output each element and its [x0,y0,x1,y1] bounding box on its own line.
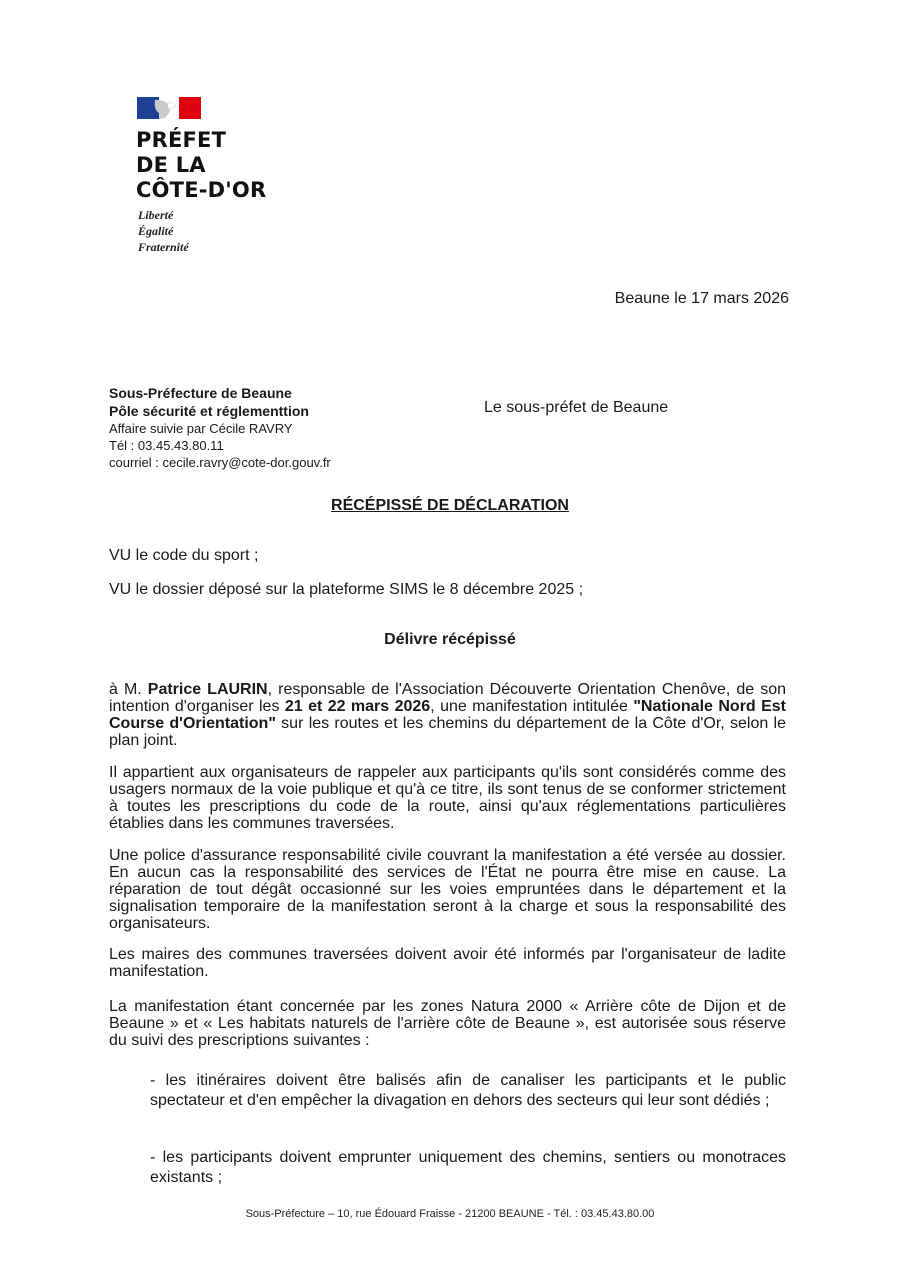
prescription-item: - les itinéraires doivent être balisés afin de canaliser les participants et le public spectateur et d'en empêcher la divagation en dehors des secteurs qui leur sont dédiés ; [150,1072,786,1109]
page-footer: Sous-Préfecture – 10, rue Édouard Fraisse - 21200 BEAUNE - Tél. : 03.45.43.80.00 [245,1208,655,1220]
paragraph-text: , une manifestation intitulée [430,698,634,715]
marianne-tricolor-emblem-icon [137,97,201,119]
sender-block [109,384,331,471]
body-paragraph: Il appartient aux organisateurs de rappeler aux participants qu'ils sont considérés comme des usagers normaux de la voie publique et qu'à ce titre, ils sont tenus de se conformer strictement à toutes les prescriptions du code de la route, ainsi qu'aux réglementations particulières établies dans les communes traversées. [109,764,786,832]
recipient-name: Patrice LAURIN [147,681,268,698]
prefecture-title-line: DE LA [136,153,206,177]
sender-service: Pôle sécurité et réglementtion [109,403,309,419]
letter-author: Le sous-préfet de Beaune [484,399,669,416]
sender-followed-by: Affaire suivie par Cécile RAVRY [109,421,293,436]
event-name: "Nationale Nord Est Course d'Orientation" [109,698,787,732]
prefecture-title-line: CÔTE-D'OR [136,178,267,202]
event-dates: 21 et 22 mars 2026 [284,698,431,715]
recipient-paragraph [109,681,786,749]
body-paragraph: Les maires des communes traversées doivent avoir été informés par l'organisateur de ladite manifestation. [109,946,786,980]
prescription-item: - les participants doivent emprunter uniquement des chemins, sentiers ou monotraces existants ; [150,1149,786,1186]
recipient-prefix: à M. [109,681,148,698]
paragraph-text: , responsable de l'Association Découverte Orientation Chenôve, de son intention d'organiser les [109,681,787,715]
body-paragraph: Une police d'assurance responsabilité civile couvrant la manifestation a été versée au dossier. En aucun cas la responsabilité des services de l'État ne pourra être mise en cause. La réparation de tout dégât occasionné sur les voies empruntées dans le département et la signalisation temporaire de la manifestation seront à la charge et sous la responsabilité des organisateurs. [109,847,786,932]
paragraph-text: sur les routes et les chemins du département de la Côte d'Or, selon le plan joint. [109,715,786,749]
sender-email: courriel : cecile.ravry@cote-dor.gouv.fr [109,455,331,470]
motto-line: Égalité [138,224,174,238]
sender-office: Sous-Préfecture de Beaune [109,385,292,401]
sender-phone: Tél : 03.45.43.80.11 [109,438,224,453]
body-paragraph: La manifestation étant concernée par les zones Natura 2000 « Arrière côte de Dijon et de Beaune » et « Les habitats naturels de l'arrière côte de Beaune », est autorisée sous réserve du suivi des prescriptions suivantes : [109,998,786,1049]
decision-heading: Délivre récépissé [384,631,516,648]
motto-line: Liberté [138,208,174,222]
prefecture-title [136,128,266,203]
vu-clause: VU le code du sport ; [109,547,259,564]
prefecture-title-line: PRÉFET [136,128,227,152]
letter-date: Beaune le 17 mars 2026 [614,290,789,307]
motto-line: Fraternité [138,240,189,254]
document-title: RÉCÉPISSÉ DE DÉCLARATION [331,497,569,514]
republic-motto [138,207,189,255]
vu-clause: VU le dossier déposé sur la plateforme SIMS le 8 décembre 2025 ; [109,581,584,598]
